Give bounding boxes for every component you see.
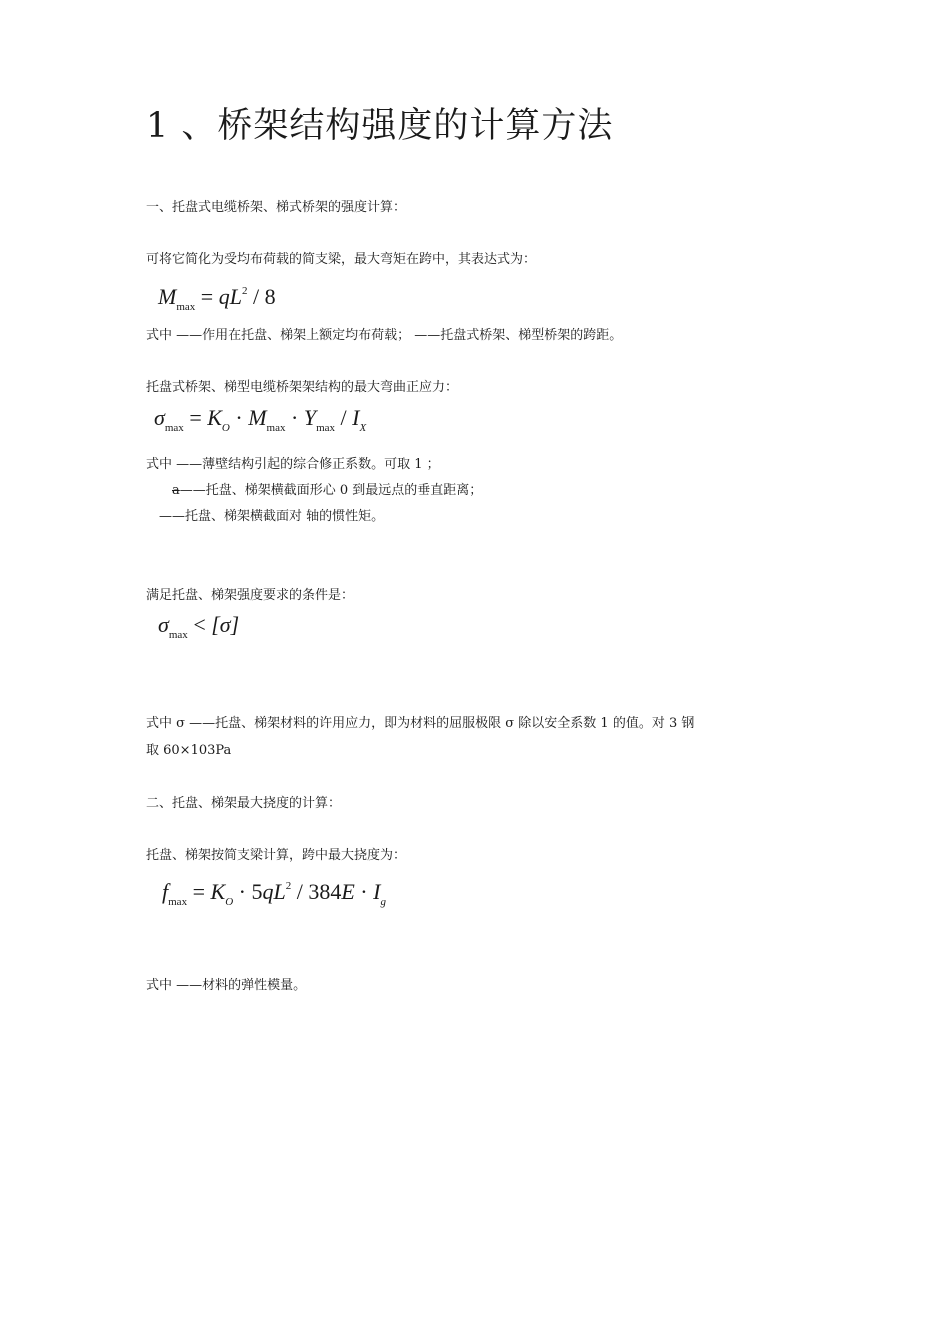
formula-symbol: K <box>207 405 222 430</box>
formula-subscript: X <box>359 422 367 434</box>
formula-max-deflection <box>162 873 386 915</box>
section2-where: 式中 ——材料的弹性模量。 <box>146 978 307 993</box>
section1-where2-line3: ——托盘、梯架横截面对 轴的惯性矩。 <box>159 509 385 524</box>
formula-operator: = <box>183 405 208 430</box>
formula-operator: / 8 <box>247 284 276 309</box>
section1-where2-line1: 式中 ——薄壁结构引起的综合修正系数。可取 1 ； <box>146 457 440 472</box>
page-title: 1 、桥架结构强度的计算方法 <box>146 106 614 146</box>
formula-operator: · 5 <box>233 879 263 904</box>
section1-condition: 满足托盘、梯架强度要求的条件是： <box>146 588 355 603</box>
formula-symbol: qL <box>262 879 286 904</box>
formula-symbol: σ <box>154 405 165 430</box>
formula-operator: = <box>195 284 219 309</box>
formula-symbol: I <box>352 405 360 430</box>
formula-operator: < <box>187 612 212 637</box>
formula-subscript: O <box>225 896 234 908</box>
formula-symbol: E <box>341 879 355 904</box>
formula-operator: = <box>187 879 211 904</box>
formula-symbol: Y <box>303 405 317 430</box>
formula-operator: · <box>229 405 249 430</box>
section2-heading: 二、托盘、梯架最大挠度的计算： <box>146 796 342 811</box>
formula-subscript: O <box>221 422 230 434</box>
section1-where2-line2 <box>172 483 482 499</box>
formula-max-moment <box>158 278 276 320</box>
formula-operator: · <box>354 879 374 904</box>
formula-operator: · <box>285 405 304 430</box>
formula-strength-condition <box>158 612 239 648</box>
formula-symbol: M <box>248 405 267 430</box>
formula-superscript: 2 <box>285 880 292 892</box>
section1-stress-intro: 托盘式桥架、梯型电缆桥架架结构的最大弯曲正应力： <box>146 380 459 395</box>
section2-intro: 托盘、梯架按简支梁计算，跨中最大挠度为： <box>146 848 407 863</box>
where2-line2-text: ——托盘、梯架横截面形心 0 到最远点的垂直距离； <box>179 483 483 498</box>
formula-subscript: max <box>316 422 336 434</box>
formula-subscript: max <box>176 301 196 313</box>
section1-where3-line2: 取 60×103Pa <box>146 743 232 758</box>
formula-subscript: max <box>164 422 184 434</box>
formula-max-stress <box>154 405 366 441</box>
formula-subscript: g <box>380 896 386 908</box>
section1-heading: 一、托盘式电缆桥架、梯式桥架的强度计算： <box>146 200 407 215</box>
formula-operator: / 384 <box>291 879 342 904</box>
formula-symbol: M <box>158 284 177 309</box>
formula-subscript: max <box>168 629 188 641</box>
section1-where: 式中 ——作用在托盘、梯架上额定均布荷载； ——托盘式桥架、梯型桥架的跨距。 <box>146 328 623 343</box>
formula-symbol: I <box>373 879 381 904</box>
formula-symbol: [σ] <box>211 612 240 637</box>
section1-intro: 可将它简化为受均布荷载的简支梁，最大弯矩在跨中，其表达式为： <box>146 252 537 267</box>
formula-symbol: σ <box>158 612 169 637</box>
section1-where3-line1: 式中 σ ——托盘、梯架材料的许用应力，即为材料的屈服极限 σ 除以安全系数 1 的值。对 3 钢 <box>146 716 695 731</box>
struck-symbol: a <box>172 483 180 498</box>
formula-symbol: qL <box>218 284 242 309</box>
formula-symbol: f <box>162 879 169 904</box>
formula-subscript: max <box>266 422 286 434</box>
formula-superscript: 2 <box>241 285 248 297</box>
formula-subscript: max <box>168 896 188 908</box>
formula-symbol: K <box>210 879 226 904</box>
formula-operator: / <box>335 405 353 430</box>
